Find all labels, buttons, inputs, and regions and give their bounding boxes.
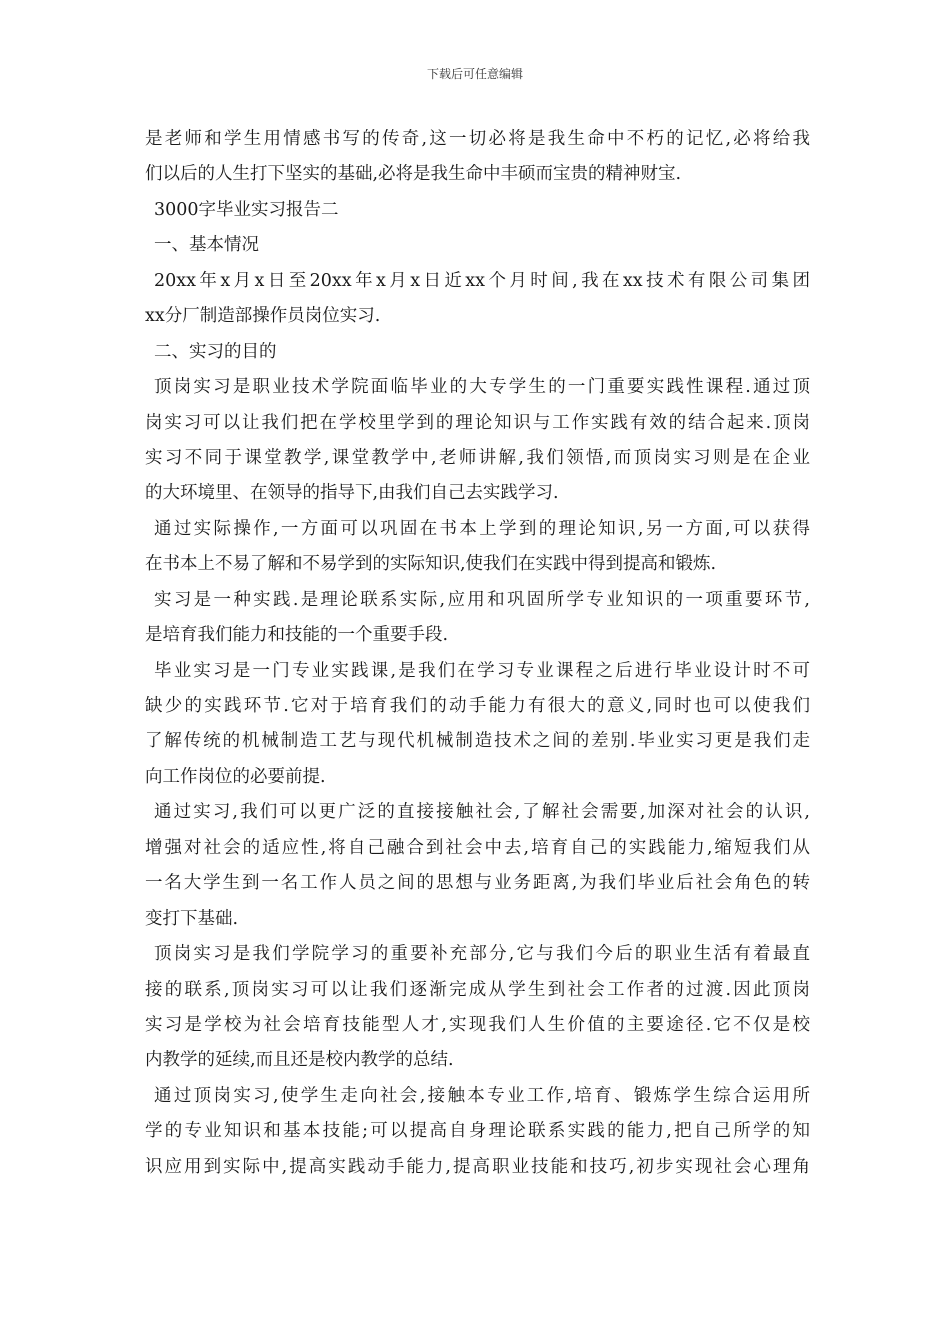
text-line: 识应用到实际中,提高实践动手能力,提高职业技能和技巧,初步实现社会心理角 [145, 1156, 810, 1177]
text-line: 3000字毕业实习报告二 [154, 199, 339, 220]
text-line: 实习是一种实践.是理论联系实际,应用和巩固所学专业知识的一项重要环节, [154, 589, 810, 610]
text-line: 变打下基础. [145, 908, 239, 929]
text-line: 通过实际操作,一方面可以巩固在书本上学到的理论知识,另一方面,可以获得 [154, 518, 810, 539]
text-line: 的大环境里、在领导的指导下,由我们自己去实践学习. [145, 483, 559, 504]
text-line: 实习是学校为社会培育技能型人才,实现我们人生价值的主要途径.它不仅是校 [145, 1014, 810, 1035]
text-line: 是老师和学生用情感书写的传奇,这一切必将是我生命中不朽的记忆,必将给我 [145, 129, 810, 149]
text-line: 内教学的延续,而且还是校内教学的总结. [145, 1050, 454, 1071]
text-line: 实习不同于课堂教学,课堂教学中,老师讲解,我们领悟,而顶岗实习则是在企业 [145, 447, 810, 468]
text-line: 们以后的人生打下坚实的基础,必将是我生命中丰硕而宝贵的精神财宝. [145, 164, 682, 185]
text-line: 二、实习的目的 [154, 341, 277, 362]
text-line: 向工作岗位的必要前提. [145, 766, 326, 787]
document-body [145, 122, 810, 1185]
text-line: 一、基本情况 [154, 235, 259, 256]
text-line: 缺少的实践环节.它对于培育我们的动手能力有很大的意义,同时也可以使我们 [145, 696, 810, 716]
text-line: 学的专业知识和基本技能;可以提高自身理论联系实践的能力,把自己所学的知 [145, 1121, 810, 1142]
text-line: 在书本上不易了解和不易学到的实际知识,使我们在实践中得到提高和锻炼. [145, 554, 717, 575]
text-line: 了解传统的机械制造工艺与现代机械制造技术之间的差别.毕业实习更是我们走 [145, 731, 810, 752]
text-line: 顶岗实习是我们学院学习的重要补充部分,它与我们今后的职业生活有着最直 [154, 944, 810, 965]
text-line: 增强对社会的适应性,将自己融合到社会中去,培育自己的实践能力,缩短我们从 [145, 837, 810, 858]
text-line: 20xx年x月x日至20xx年x月x日近xx个月时间,我在xx技术有限公司集团 [154, 270, 810, 291]
text-line: 通过顶岗实习,使学生走向社会,接触本专业工作,培育、锻炼学生综合运用所 [154, 1085, 810, 1106]
text-line: 岗实习可以让我们把在学校里学到的理论知识与工作实践有效的结合起来.顶岗 [145, 412, 810, 433]
text-line: 是培育我们能力和技能的一个重要手段. [145, 625, 449, 646]
text-line: xx分厂制造部操作员岗位实习. [145, 306, 381, 327]
text-line: 顶岗实习是职业技术学院面临毕业的大专学生的一门重要实践性课程.通过顶 [154, 377, 810, 398]
page-header: 下载后可任意编辑 [426, 67, 523, 81]
text-line: 毕业实习是一门专业实践课,是我们在学习专业课程之后进行毕业设计时不可 [154, 660, 810, 681]
text-line: 接的联系,顶岗实习可以让我们逐渐完成从学生到社会工作者的过渡.因此顶岗 [145, 979, 810, 1000]
text-line: 一名大学生到一名工作人员之间的思想与业务距离,为我们毕业后社会角色的转 [145, 873, 810, 894]
text-line: 通过实习,我们可以更广泛的直接接触社会,了解社会需要,加深对社会的认识, [154, 802, 810, 823]
